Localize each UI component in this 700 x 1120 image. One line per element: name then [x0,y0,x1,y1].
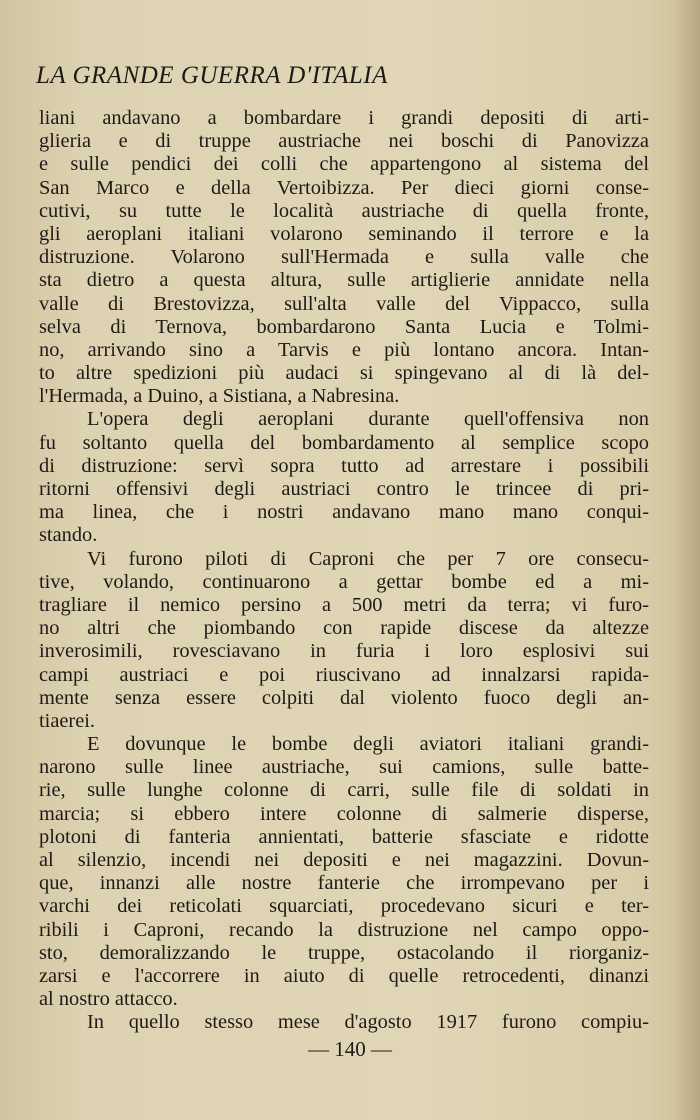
paragraph-first-line: Vi furono piloti di Caproni che per 7 ore consecu- [87,547,649,570]
paragraph-first-line: E dovunque le bombe degli aviatori italiani grandi- [87,733,649,756]
text-line: valle di Brestovizza, sull'alta valle del Vippacco, sulla [39,292,649,315]
text-line: gli aeroplani italiani volarono seminando il terrore e la [39,222,649,245]
text-line: tragliare il nemico persino a 500 metri da terra; vi furo- [39,593,649,616]
text-line: sta dietro a questa altura, sulle artiglierie annidate nella [39,269,649,292]
text-line: que, innanzi alle nostre fanterie che irrompevano per i [39,872,649,895]
text-line: liani andavano a bombardare i grandi depositi di arti- [39,107,649,129]
text-line: San Marco e della Vertoibizza. Per dieci giorni conse- [39,176,649,199]
body-text [39,107,649,1035]
paragraph-first-line: L'opera degli aeroplani durante quell'offensiva non [87,408,649,431]
paragraph-end-line: l'Hermada, a Duino, a Sistiana, a Nabresina. [39,385,400,408]
text-line: narono sulle linee austriache, sui camions, sulle batte- [39,756,649,779]
text-line: e sulle pendici dei colli che appartengono al sistema del [39,153,649,176]
text-line: inverosimili, rovesciavano in furia i loro esplosivi sui [39,640,649,663]
text-line: rie, sulle lunghe colonne di carri, sulle file di soldati in [39,779,649,802]
text-line: varchi dei reticolati squarciati, procedevano sicuri e ter- [39,895,649,918]
running-title: LA GRANDE GUERRA D'ITALIA [36,62,388,89]
text-line: fu soltanto quella del bombardamento al semplice scopo [39,431,649,454]
text-line: selva di Ternova, bombardarono Santa Lucia e Tolmi- [39,315,649,338]
paragraph-first-line: In quello stesso mese d'agosto 1917 furono compiu- [87,1011,649,1034]
text-line: glieria e di truppe austriache nei boschi di Panovizza [39,130,649,153]
paragraph-end-line: stando. [39,524,98,547]
text-line: no altri che piombando con rapide discese da altezze [39,617,649,640]
text-line: marcia; si ebbero intere colonne di salmerie disperse, [39,802,649,825]
text-line: to altre spedizioni più audaci si spingevano al di là del- [39,362,649,385]
text-line: ma linea, che i nostri andavano mano mano conqui- [39,501,649,524]
text-line: plotoni di fanteria annientati, batterie sfasciate e ridotte [39,825,649,848]
page-edge-shadow [674,0,700,1120]
text-line: ritorni offensivi degli austriaci contro le trincee di pri- [39,478,649,500]
text-line: ribili i Caproni, recando la distruzione nel campo oppo- [39,918,649,941]
text-line: zarsi e l'accorrere in aiuto di quelle retrocedenti, dinanzi [39,964,649,987]
text-line: no, arrivando sino a Tarvis e più lontano ancora. Intan- [39,338,649,361]
paragraph-end-line: tiaerei. [39,709,96,732]
text-line: tive, volando, continuarono a gettar bombe ed a mi- [39,570,649,593]
page-number: — 140 — [308,1037,392,1061]
text-line: distruzione. Volarono sull'Hermada e sulla valle che [39,246,649,269]
text-line: di distruzione: servì sopra tutto ad arrestare i possibili [39,454,649,477]
paragraph-end-line: al nostro attacco. [39,988,178,1011]
text-line: sto, demoralizzando le truppe, ostacolando il riorganiz- [39,941,649,964]
text-line: al silenzio, incendi nei depositi e nei magazzini. Dovun- [39,849,649,871]
text-line: cutivi, su tutte le località austriache di quella fronte, [39,199,649,222]
text-line: campi austriaci e poi riuscivano ad innalzarsi rapida- [39,663,649,686]
text-line: mente senza essere colpiti dal violento fuoco degli an- [39,686,649,709]
